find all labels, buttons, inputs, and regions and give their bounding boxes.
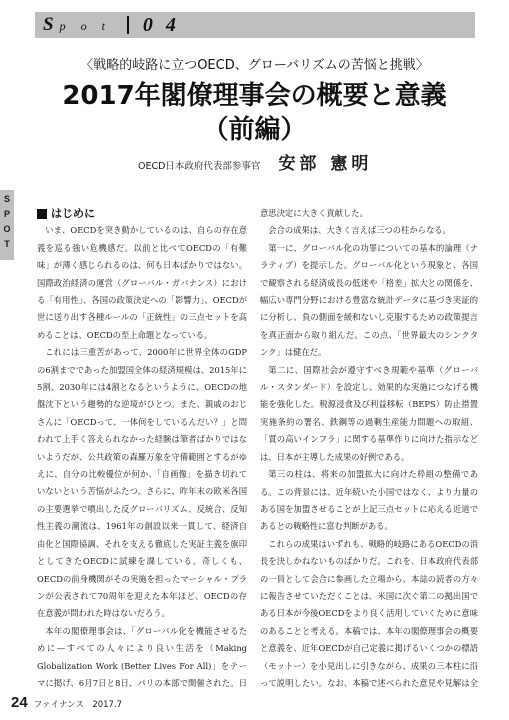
article-subtitle: 〈戦略的岐路に立つOECD、グローバリズムの苦悩と挑戦〉 — [80, 58, 429, 73]
page-number: 24 — [11, 694, 28, 711]
page-footer — [11, 694, 122, 711]
magazine-issue: ファイナンス 2017.7 — [33, 700, 123, 710]
side-tab-letter: S — [3, 194, 10, 204]
body-paragraph: これには三重苦があって、2000年に世界全体のGDPの6割までであった加盟国全体の経済規模は、2015年に5割、2030年には4割となるというように、OECDの地盤沈下という趨勢的な逆境がひとつ。また、親戚のおじさんに「OECDって、一体何をしているんだい？」と問われて上手く答えられなかった経験は筆者ばかりではないようだが、公共政策の森羅万象を守備範囲とするがゆえに、自分の比較優位が何か、「自画像」を描き切れていないという苦悩がふたつ。さらに、昨年末の欧米各国の主要選挙で噴出した反グローバリズム、反統合、反知性主義の潮流は、1961年の創設以来一貫して、経済自由化と国際協調、それを支える徹底した実証主義を旗印としてきたOECDに試練を課している。奇しくも、OECDの前身機関がその実施を担ったマーシャル・プランが公表されて70周年を迎えた本年ほど、OECDの存在意義が問われた時はないだろう。 — [37, 347, 247, 619]
left-column — [37, 205, 247, 693]
section-heading — [37, 205, 247, 222]
header-divider — [127, 16, 129, 34]
section-label — [35, 14, 111, 36]
section-number: 0 4 — [142, 13, 180, 36]
section-label-initial: S — [43, 14, 54, 35]
section-heading-text: はじめに — [51, 207, 95, 220]
body-paragraph: 第一に、グローバル化の功罪についての基本的論理（ナラティブ）を提示した。グローバル化という現象と、各国で観察される経済成長の低迷や「格差」拡大との関係を、幅広い専門分野における豊富な統計データに基づき実証的に分析し、負の側面を緩和ないし克服するための政策提言を真正面から取り組んだ。この点、「世界最大のシンクタンク」は健在だ。 — [260, 242, 478, 358]
author-name: 安部 憲明 — [278, 154, 373, 174]
author-byline — [138, 149, 372, 174]
section-label-rest: p o t — [59, 19, 111, 33]
body-paragraph: 第三の柱は、将来の加盟拡大に向けた枠組の整備である。この背景には、近年続いた小国ではなく、より力量のある国を加盟させることが上記三点セットに応える近道であるとの戦略性に富む判断がある。 — [260, 469, 478, 532]
side-tab — [0, 190, 14, 260]
right-column — [260, 205, 478, 693]
author-role: OECD日本政府代表部参事官 — [138, 161, 261, 172]
section-header-bar — [35, 12, 475, 38]
article-title-line2: （前編） — [202, 115, 307, 145]
heading-square-icon — [37, 209, 47, 219]
body-paragraph: 本年の閣僚理事会は、「グローバル化を機能させるために—すべての人々により良い生活を（Making Globalization Work (Better Lives For All)」をテーマに掲げ、6月7日と8日、パリの本部で開催された。日 — [37, 625, 247, 688]
body-paragraph: いま、OECDを突き動かしているのは、自らの存在意義を巡る強い危機感だ。以前と比べてOECDの「有難味」が薄く感じられるのは、何も日本ばかりではない。国際政治経済の運営（グローバル・ガバナンス）における「有用性」、各国の政策決定への「影響力」、OECDが世に送り出す各種ルールの「正統性」の三点セットを高めることは、OECDの至上命題となっている。 — [37, 225, 247, 340]
body-paragraph: 第二に、国際社会が遵守すべき規範や基準（グローバル・スタンダード）を設定し、効果的な実施につなげる機能を強化した。税源浸食及び利益移転（BEPS）防止措置実施条約の署名、鉄鋼等の過剰生産能力問題への取組、「質の高いインフラ」に関する基準作りに向けた指示などは、日本が主導した成果の好例である。 — [260, 364, 478, 462]
article-title-line1: 2017年閣僚理事会の概要と意義 — [62, 81, 447, 111]
body-paragraph: 会合の成果は、大きく言えば三つの柱からなる。 — [268, 225, 451, 236]
side-tab-letter: T — [4, 239, 10, 249]
side-tab-letter: P — [3, 209, 10, 219]
body-paragraph: 意思決定に大きく貢献した。 — [260, 208, 368, 218]
body-paragraph: これらの成果はいずれも、戦略的岐路にあるOECDの消長を決しかねないものばかりだ。これを、日本政府代表部の一員として会合に参画した立場から、本誌の読者の方々に報告させていただくことは、米国に次ぐ第二の拠出国である日本が今後OECDをより良く活用していくために意味のあることと考える。本稿では、本年の閣僚理事会の概要と意義を、近年OECDが自己定義に掲げるいくつかの標語（モットー）を小見出しに引きながら、成果の三本柱に沿って説明したい。なお、本稿で述べられた意見や見解は全 — [260, 538, 478, 688]
side-tab-letter: O — [3, 224, 11, 234]
